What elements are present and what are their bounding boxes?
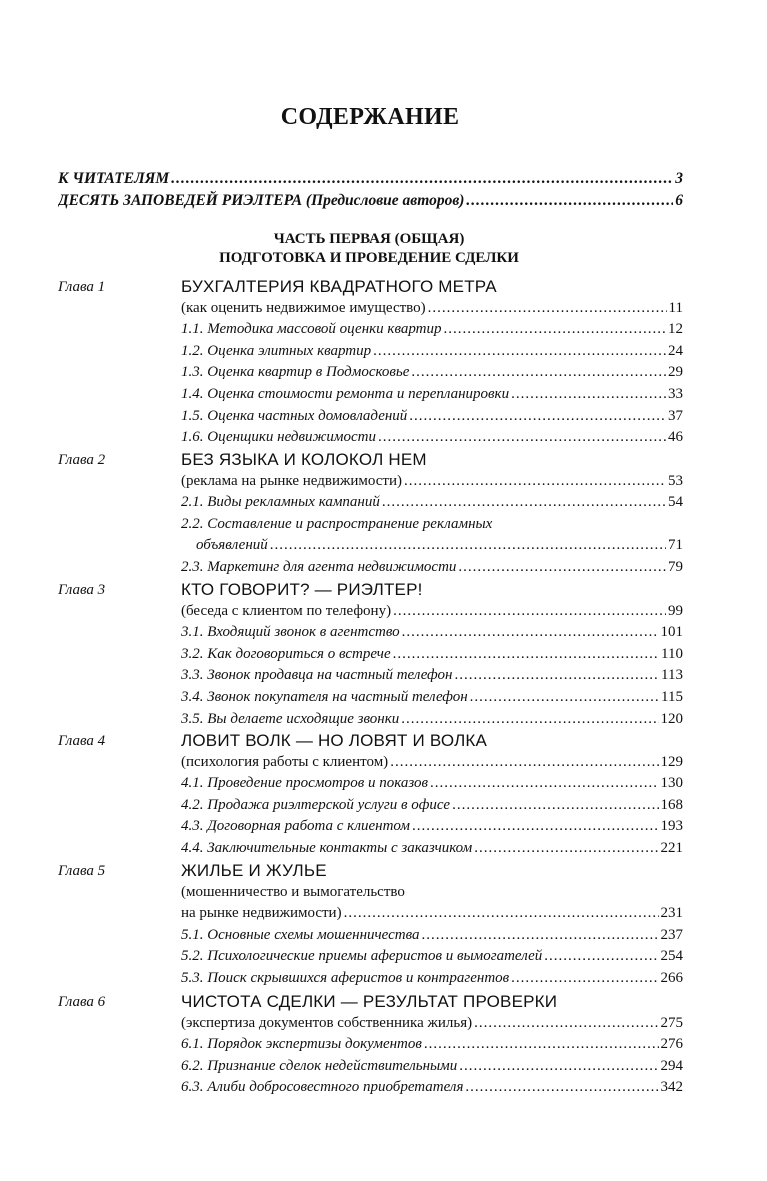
entry-text: 2.3. Маркетинг для агента недвижимости [181,559,457,575]
entry-page: 3 [675,170,683,187]
entry-page: 254 [660,948,683,965]
dot-leader [373,341,666,363]
section-entry[interactable] [181,319,683,341]
entry-page: 12 [668,321,683,338]
dot-leader [411,362,666,384]
entry-text: К ЧИТАТЕЛЯМ [58,170,170,187]
entry-page: 266 [660,970,683,986]
entry-page: 276 [660,1036,683,1053]
dot-leader [428,298,667,320]
section-entry[interactable] [181,1077,683,1099]
section-entry[interactable] [181,341,683,363]
chapter-label: Глава 4 [58,733,106,749]
dot-leader [402,622,659,644]
dot-leader [270,535,666,557]
section-entry[interactable] [181,362,683,384]
entry-page: 120 [660,710,683,727]
chapter-subtitle-entry[interactable] [181,1013,683,1035]
entry-page: 115 [661,689,683,705]
section-entry[interactable] [181,838,683,860]
chapter-title: КТО ГОВОРИТ? — РИЭЛТЕР! [181,580,423,599]
section-entry[interactable] [181,925,683,947]
entry-text: 5.3. Поиск скрывшихся аферистов и контрагентов [181,970,510,986]
chapter-title: БУХГАЛТЕРИЯ КВАДРАТНОГО МЕТРА [181,277,497,296]
chapter-label: Глава 3 [58,582,106,598]
entry-text: 3.2. Как договориться о встрече [181,645,391,662]
dot-leader [378,427,666,449]
dot-leader [459,1056,658,1078]
entry-text: (экспертиза документов собственника жилья) [181,1014,473,1031]
entry-page: 342 [660,1079,683,1096]
entry-page: 54 [668,494,683,511]
section-entry[interactable] [181,1034,683,1056]
entry-page: 29 [668,364,683,381]
chapter-title: БЕЗ ЯЗЫКА И КОЛОКОЛ НЕМ [181,450,427,469]
dot-leader [404,471,666,493]
entry-page: 231 [660,905,683,922]
section-entry[interactable] [181,427,683,449]
section-entry[interactable] [181,773,683,795]
entry-text: 4.1. Проведение просмотров и показов [181,775,429,792]
entry-text: 5.1. Основные схемы мошенничества [181,926,420,943]
page-title: СОДЕРЖАНИЕ [280,104,460,130]
entry-text: (реклама на рынке недвижимости) [181,472,402,489]
entry-text: 6.2. Признание сделок недействительными [181,1057,458,1074]
dot-leader [511,968,658,990]
section-entry[interactable] [181,968,683,990]
chapter-subtitle-entry[interactable] [181,752,683,774]
entry-text: (беседа с клиентом по телефону) [181,602,392,619]
dot-leader [544,946,658,968]
section-entry[interactable] [181,1056,683,1078]
section-entry[interactable] [181,644,683,666]
entry-page: 237 [660,926,683,943]
entry-text: 4.2. Продажа риэлтерской услуги в офисе [181,796,451,813]
dot-leader [412,816,659,838]
entry-page: 71 [668,537,683,554]
entry-page: 101 [660,624,683,641]
entry-text: на рынке недвижимости) [181,905,342,922]
chapter-label: Глава 1 [58,279,106,295]
entry-page: 6 [675,192,683,209]
chapter-subtitle-entry[interactable] [181,471,683,493]
dot-leader [393,644,659,666]
entry-page: 193 [660,818,683,835]
entry-text: (как оценить недвижимое имущество) [181,299,426,316]
section-entry[interactable] [181,709,683,731]
entry-page: 37 [668,407,683,424]
dot-leader [171,168,673,190]
entry-page: 11 [668,299,683,316]
dot-leader [382,492,666,514]
section-entry[interactable] [181,492,683,514]
dot-leader [393,601,666,623]
entry-page: 46 [668,429,683,446]
chapter-title: ЧИСТОТА СДЕЛКИ — РЕЗУЛЬТАТ ПРОВЕРКИ [181,992,558,1011]
entry-text: 1.6. Оценщики недвижимости [181,429,376,446]
chapter-title: ЖИЛЬЕ И ЖУЛЬЕ [181,861,327,880]
entry-page: 275 [660,1014,683,1031]
entry-page: 129 [660,753,683,770]
dot-leader [390,752,658,774]
dot-leader [422,925,659,947]
entry-page: 221 [660,840,683,856]
chapter-subtitle-entry[interactable] [181,601,683,623]
dot-leader [430,773,658,795]
entry-text: 5.2. Психологические приемы аферистов и вымогателей [181,948,543,965]
entry-text: 6.3. Алиби добросовестного приобретателя [181,1079,464,1096]
entry-text: 6.1. Порядок экспертизы документов [181,1036,422,1053]
entry-page: 79 [668,559,683,575]
entry-text: 3.5. Вы делаете исходящие звонки [181,710,400,727]
dot-leader [454,665,659,687]
entry-text: 1.2. Оценка элитных квартир [181,342,372,359]
entry-page: 53 [668,472,683,489]
chapter-label: Глава 6 [58,994,106,1010]
dot-leader [444,319,667,341]
toc-entry-front-2[interactable] [58,190,683,212]
section-entry[interactable] [181,946,683,968]
entry-page: 110 [661,645,683,662]
section-entry[interactable] [181,384,683,406]
section-entry[interactable] [181,795,683,817]
dot-leader [458,557,666,579]
chapter-label: Глава 5 [58,863,106,879]
chapter-label: Глава 2 [58,452,106,468]
entry-text: 4.3. Договорная работа с клиентом [181,818,410,835]
entry-text: 4.4. Заключительные контакты с заказчиком [181,840,473,856]
entry-page: 168 [660,796,683,813]
entry-text: 1.3. Оценка квартир в Подмосковье [181,364,410,381]
entry-text: 1.1. Методика массовой оценки квартир [181,321,442,338]
entry-page: 294 [660,1057,683,1074]
entry-text: 1.4. Оценка стоимости ремонта и перепланировки [181,386,510,402]
chapter-title: ЛОВИТ ВОЛК — НО ЛОВЯТ И ВОЛКА [181,731,488,750]
entry-page: 99 [668,602,683,619]
entry-page: 24 [668,342,683,359]
entry-text: объявлений [196,537,268,554]
dot-leader [452,795,658,817]
entry-text: 2.1. Виды рекламных кампаний [181,494,380,511]
entry-page: 113 [661,667,683,684]
dot-leader [465,1077,658,1099]
section-entry[interactable] [181,622,683,644]
dot-leader [424,1034,659,1056]
section-entry[interactable] [181,665,683,687]
toc-entry-front-1[interactable] [58,168,683,190]
part-heading-line2: ПОДГОТОВКА И ПРОВЕДЕНИЕ СДЕЛКИ [219,250,519,266]
chapter-subtitle-entry[interactable] [181,298,683,320]
chapter-subtitle-line: (мошенничество и вымогательство [181,883,405,900]
entry-text: (психология работы с клиентом) [181,753,389,770]
part-heading-line1: ЧАСТЬ ПЕРВАЯ (ОБЩАЯ) [273,231,465,247]
section-entry[interactable] [181,406,683,428]
entry-text: ДЕСЯТЬ ЗАПОВЕДЕЙ РИЭЛТЕРА (Предисловие авторов) [58,192,465,209]
dot-leader [470,687,659,709]
section-entry[interactable] [181,816,683,838]
section-entry[interactable] [196,535,683,557]
section-entry-line[interactable]: 2.2. Составление и распространение рекламных [181,515,493,532]
dot-leader [474,838,658,860]
entry-text: 1.5. Оценка частных домовладений [181,407,408,424]
dot-leader [474,1013,658,1035]
entry-text: 3.1. Входящий звонок в агентство [181,624,400,641]
entry-text: 3.4. Звонок покупателя на частный телефон [181,689,468,705]
dot-leader [401,709,658,731]
dot-leader [409,406,666,428]
dot-leader [466,190,673,212]
dot-leader [344,903,659,925]
dot-leader [511,384,666,406]
entry-page: 33 [668,386,683,402]
entry-page: 130 [660,775,683,792]
entry-text: 3.3. Звонок продавца на частный телефон [181,667,453,684]
chapter-subtitle-entry[interactable] [181,903,683,925]
section-entry[interactable] [181,557,683,579]
section-entry[interactable] [181,687,683,709]
